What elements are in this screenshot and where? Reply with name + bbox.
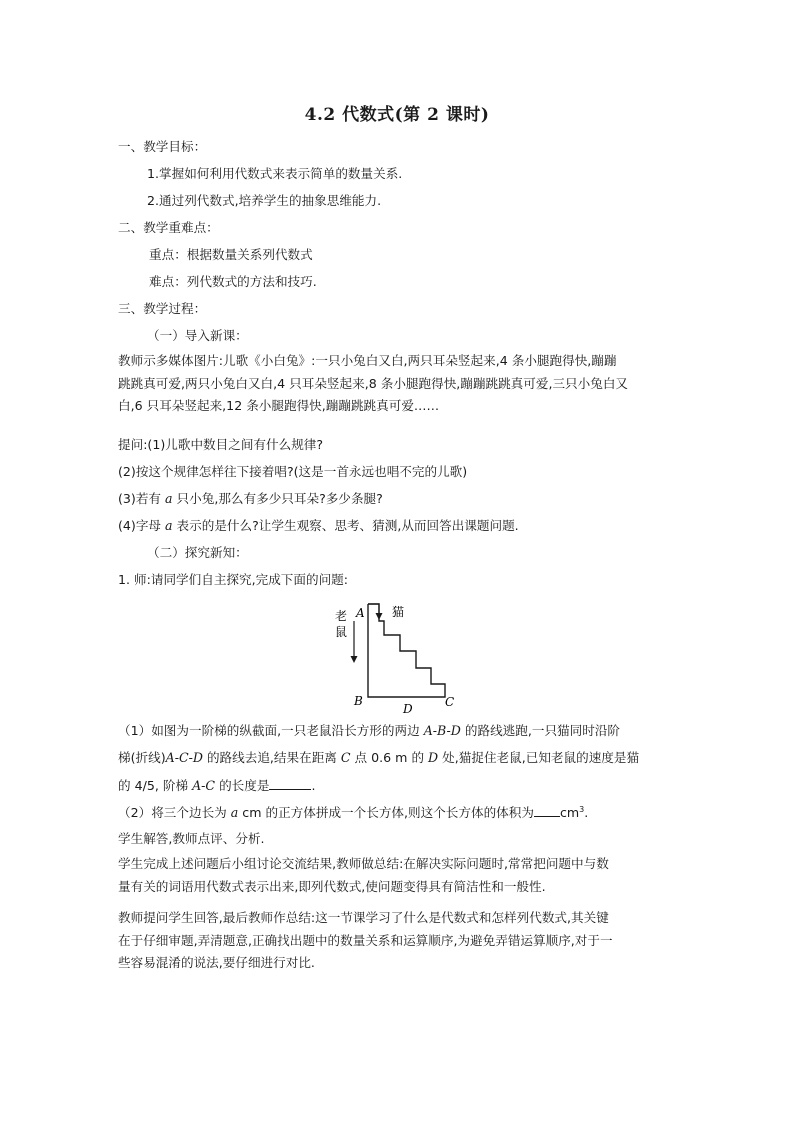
summary-line: 教师提问学生回答,最后教师作总结:这一节课学习了什么是代数式和怎样列代数式,其关键	[118, 910, 609, 925]
path-acd: A-C-D	[165, 750, 203, 765]
problem-1-line-1: （1）如图为一阶梯的纵截面,一只老鼠沿长方形的两边 A-B-D 的路线逃跑,一只猫同时沿阶	[118, 723, 621, 738]
summary-line: 量有关的词语用代数式表示出来,即列代数式,使问题变得具有简洁性和一般性.	[118, 878, 546, 894]
key-heading: 二、教学重难点：	[118, 220, 219, 235]
mouse-label-1: 老	[335, 609, 348, 623]
summary-line: 些容易混淆的说法,要仔细进行对比.	[118, 955, 315, 970]
problem-1-line-3: 的 4/5, 阶梯 A-C 的长度是 .	[118, 778, 316, 793]
song-paragraph	[118, 350, 678, 418]
mouse-label-2: 鼠	[335, 625, 348, 639]
variable-a: a	[230, 805, 239, 820]
answer-blank[interactable]	[269, 777, 311, 790]
point-a-label: A	[356, 606, 365, 620]
mouse-arrow-head	[351, 656, 358, 663]
answer-blank[interactable]	[534, 804, 560, 817]
goals-heading: 一、教学目标：	[118, 139, 207, 154]
goal-2: 2.通过列代数式,培养学生的抽象思维能力.	[147, 193, 382, 208]
problem-2: （2）将三个边长为 a cm 的正方体拼成一个长方体,则这个长方体的体积为 $cm^3$.	[118, 804, 589, 820]
summary-line: 在于仔细审题,弄清题意,正确找出题中的数量关系和运算顺序,为避免弄错运算顺序,对于一	[118, 932, 613, 948]
song-line: 跳跳真可爱,两只小兔白又白,4 只耳朵竖起来,8 条小腿跑得快,蹦蹦跳跳真可爱,三只小兔白又	[118, 375, 629, 391]
staircase-figure	[325, 597, 470, 715]
cat-label: 猫	[392, 605, 405, 619]
path-ac: A-C	[192, 778, 216, 793]
summary-paragraph-2	[118, 907, 678, 975]
point-c-label: C	[445, 695, 455, 709]
question-2: (2)按这个规律怎样往下接着唱?(这是一首永远也唱不完的儿歌)	[118, 464, 468, 479]
difficult-point: 难点：列代数式的方法和技巧.	[149, 274, 317, 289]
goal-1: 1.掌握如何利用代数式来表示简单的数量关系.	[147, 166, 403, 181]
task-intro: 1. 师:请同学们自主探究,完成下面的问题:	[118, 572, 349, 587]
key-point: 重点：根据数量关系列代数式	[149, 247, 313, 262]
student-answer-line: 学生解答,教师点评、分析.	[118, 831, 265, 846]
path-abd: A-B-D	[423, 723, 461, 738]
point-b-label: B	[354, 694, 363, 708]
song-line: 白,6 只耳朵竖起来,12 条小腿跑得快,蹦蹦跳跳真可爱……	[118, 398, 440, 413]
point-d-label: D	[403, 702, 413, 715]
lesson-title: 4.2 代数式(第 2 课时)	[304, 105, 490, 125]
intro-heading: （一）导入新课：	[147, 328, 248, 343]
variable-a: a	[165, 491, 173, 506]
summary-line: 学生完成上述问题后小组讨论交流结果,教师做总结:在解决实际问题时,常常把问题中与数	[118, 856, 609, 871]
staircase-outline	[368, 604, 445, 697]
song-line: 教师示多媒体图片:儿歌《小白兔》:一只小兔白又白,两只耳朵竖起来,4 条小腿跑得快,蹦蹦	[118, 353, 617, 368]
problem-1-line-2: 梯(折线)A-C-D 的路线去追,结果在距离 C 点 0.6 m 的 D 处,猫捉住老鼠,已知老鼠的速度是猫	[118, 750, 640, 765]
explore-heading: （二）探究新知：	[147, 545, 248, 560]
variable-a: a	[165, 518, 173, 533]
summary-paragraph-1	[118, 853, 678, 898]
process-heading: 三、教学过程：	[118, 301, 207, 316]
question-3: (3)若有 a 只小兔,那么有多少只耳朵?多少条腿?	[118, 491, 383, 506]
question-4: (4)字母 a 表示的是什么?让学生观察、思考、猜测,从而回答出课题问题.	[118, 518, 519, 533]
question-1: 提问:(1)儿歌中数目之间有什么规律?	[118, 437, 324, 452]
